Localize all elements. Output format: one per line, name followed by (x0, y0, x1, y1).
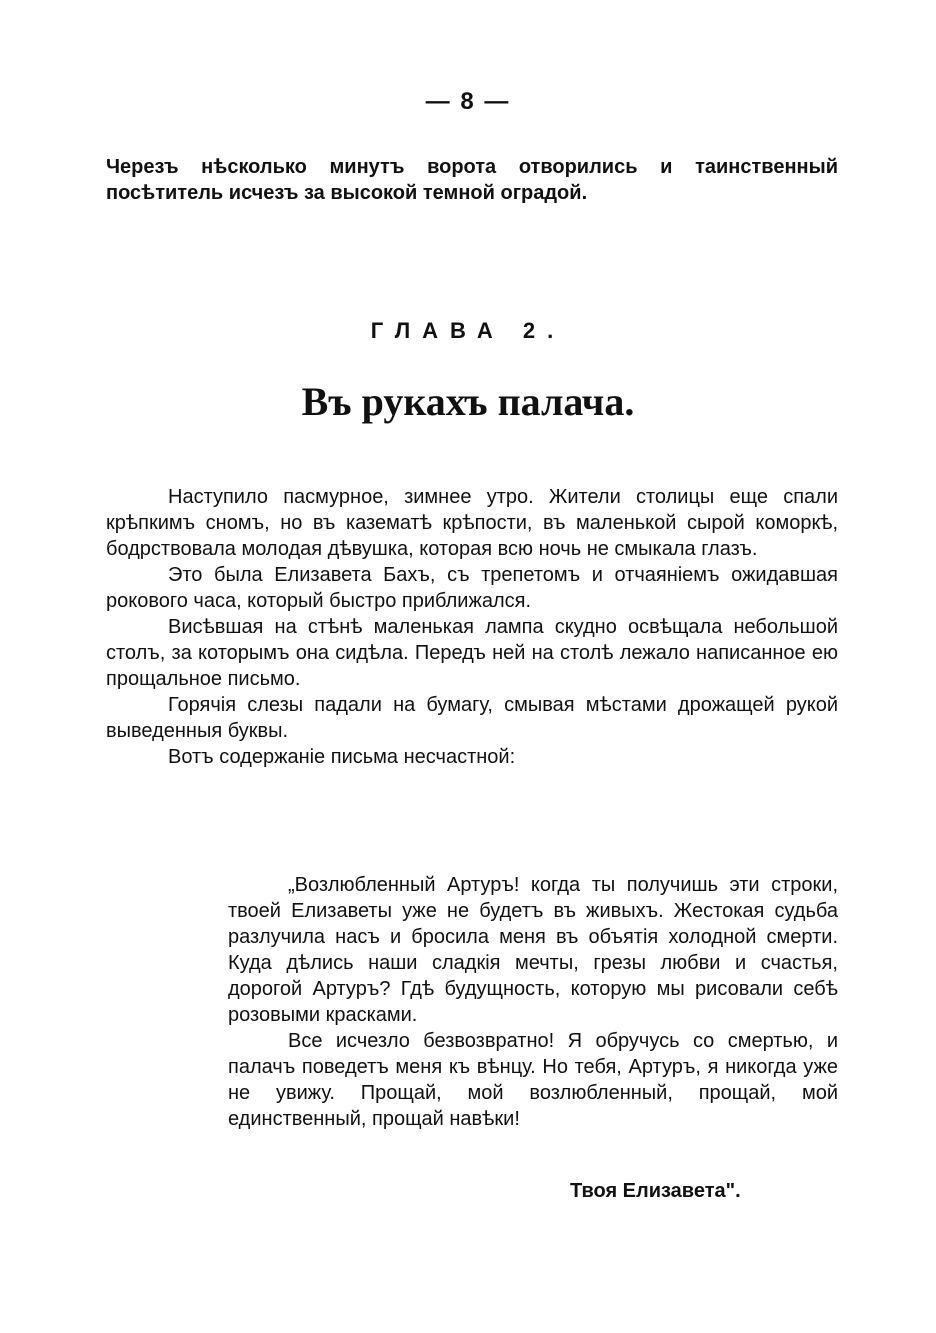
narrative-paragraph-2: Это была Елизавета Бахъ, съ трепетомъ и отчаяніемъ ожидавшая рокового часа, который быстро приближался. (106, 564, 838, 612)
letter-paragraph-1: „Возлюбленный Артуръ! когда ты получишь эти строки, твоей Елизаветы уже не будетъ въ живыхъ. Жестокая судьба разлучила насъ и бросила меня въ объятія холодной смерти. Куда дѣлись наши сладкія мечты, грезы любви и счастья, дорогой Артуръ? Гдѣ будущность, которую мы рисовали себѣ розовыми красками. (228, 874, 838, 1026)
letter-signature: Твоя Елизавета". (570, 1180, 741, 1202)
letter-paragraph-2: Все исчезло безвозвратно! Я обручусь со смертью, и палачъ поведетъ меня къ вѣнцу. Но тебя, Артуръ, я никогда уже не увижу. Прощай, мой возлюбленный, прощай, мой единственный, прощай навѣки! (228, 1030, 838, 1130)
intro-paragraph (106, 154, 838, 206)
intro-text: Черезъ нѣсколько минутъ ворота отворились и таинственный посѣтитель исчезъ за высокой темной оградой. (106, 156, 838, 204)
chapter-label: ГЛАВА 2. (370, 318, 566, 343)
chapter-title: Въ рукахъ палача. (301, 379, 635, 424)
narrative-paragraph-5: Вотъ содержаніе письма несчастной: (168, 746, 516, 768)
narrative-paragraph-4: Горячія слезы падали на бумагу, смывая мѣстами дрожащей рукой выведенныя буквы. (106, 694, 838, 742)
letter-section (228, 872, 838, 1132)
narrative-section (106, 484, 838, 770)
page-number: — 8 — (425, 88, 511, 115)
narrative-paragraph-3: Висѣвшая на стѣнѣ маленькая лампа скудно освѣщала небольшой столъ, за которымъ она сидѣла. Передъ ней на столѣ лежало написанное ею прощальное письмо. (106, 616, 838, 690)
narrative-paragraph-1: Наступило пасмурное, зимнее утро. Жители столицы еще спали крѣпкимъ сномъ, но въ казематѣ крѣпости, въ маленькой сырой коморкѣ, бодрствовала молодая дѣвушка, которая всю ночь не смыкала глазъ. (106, 486, 838, 560)
